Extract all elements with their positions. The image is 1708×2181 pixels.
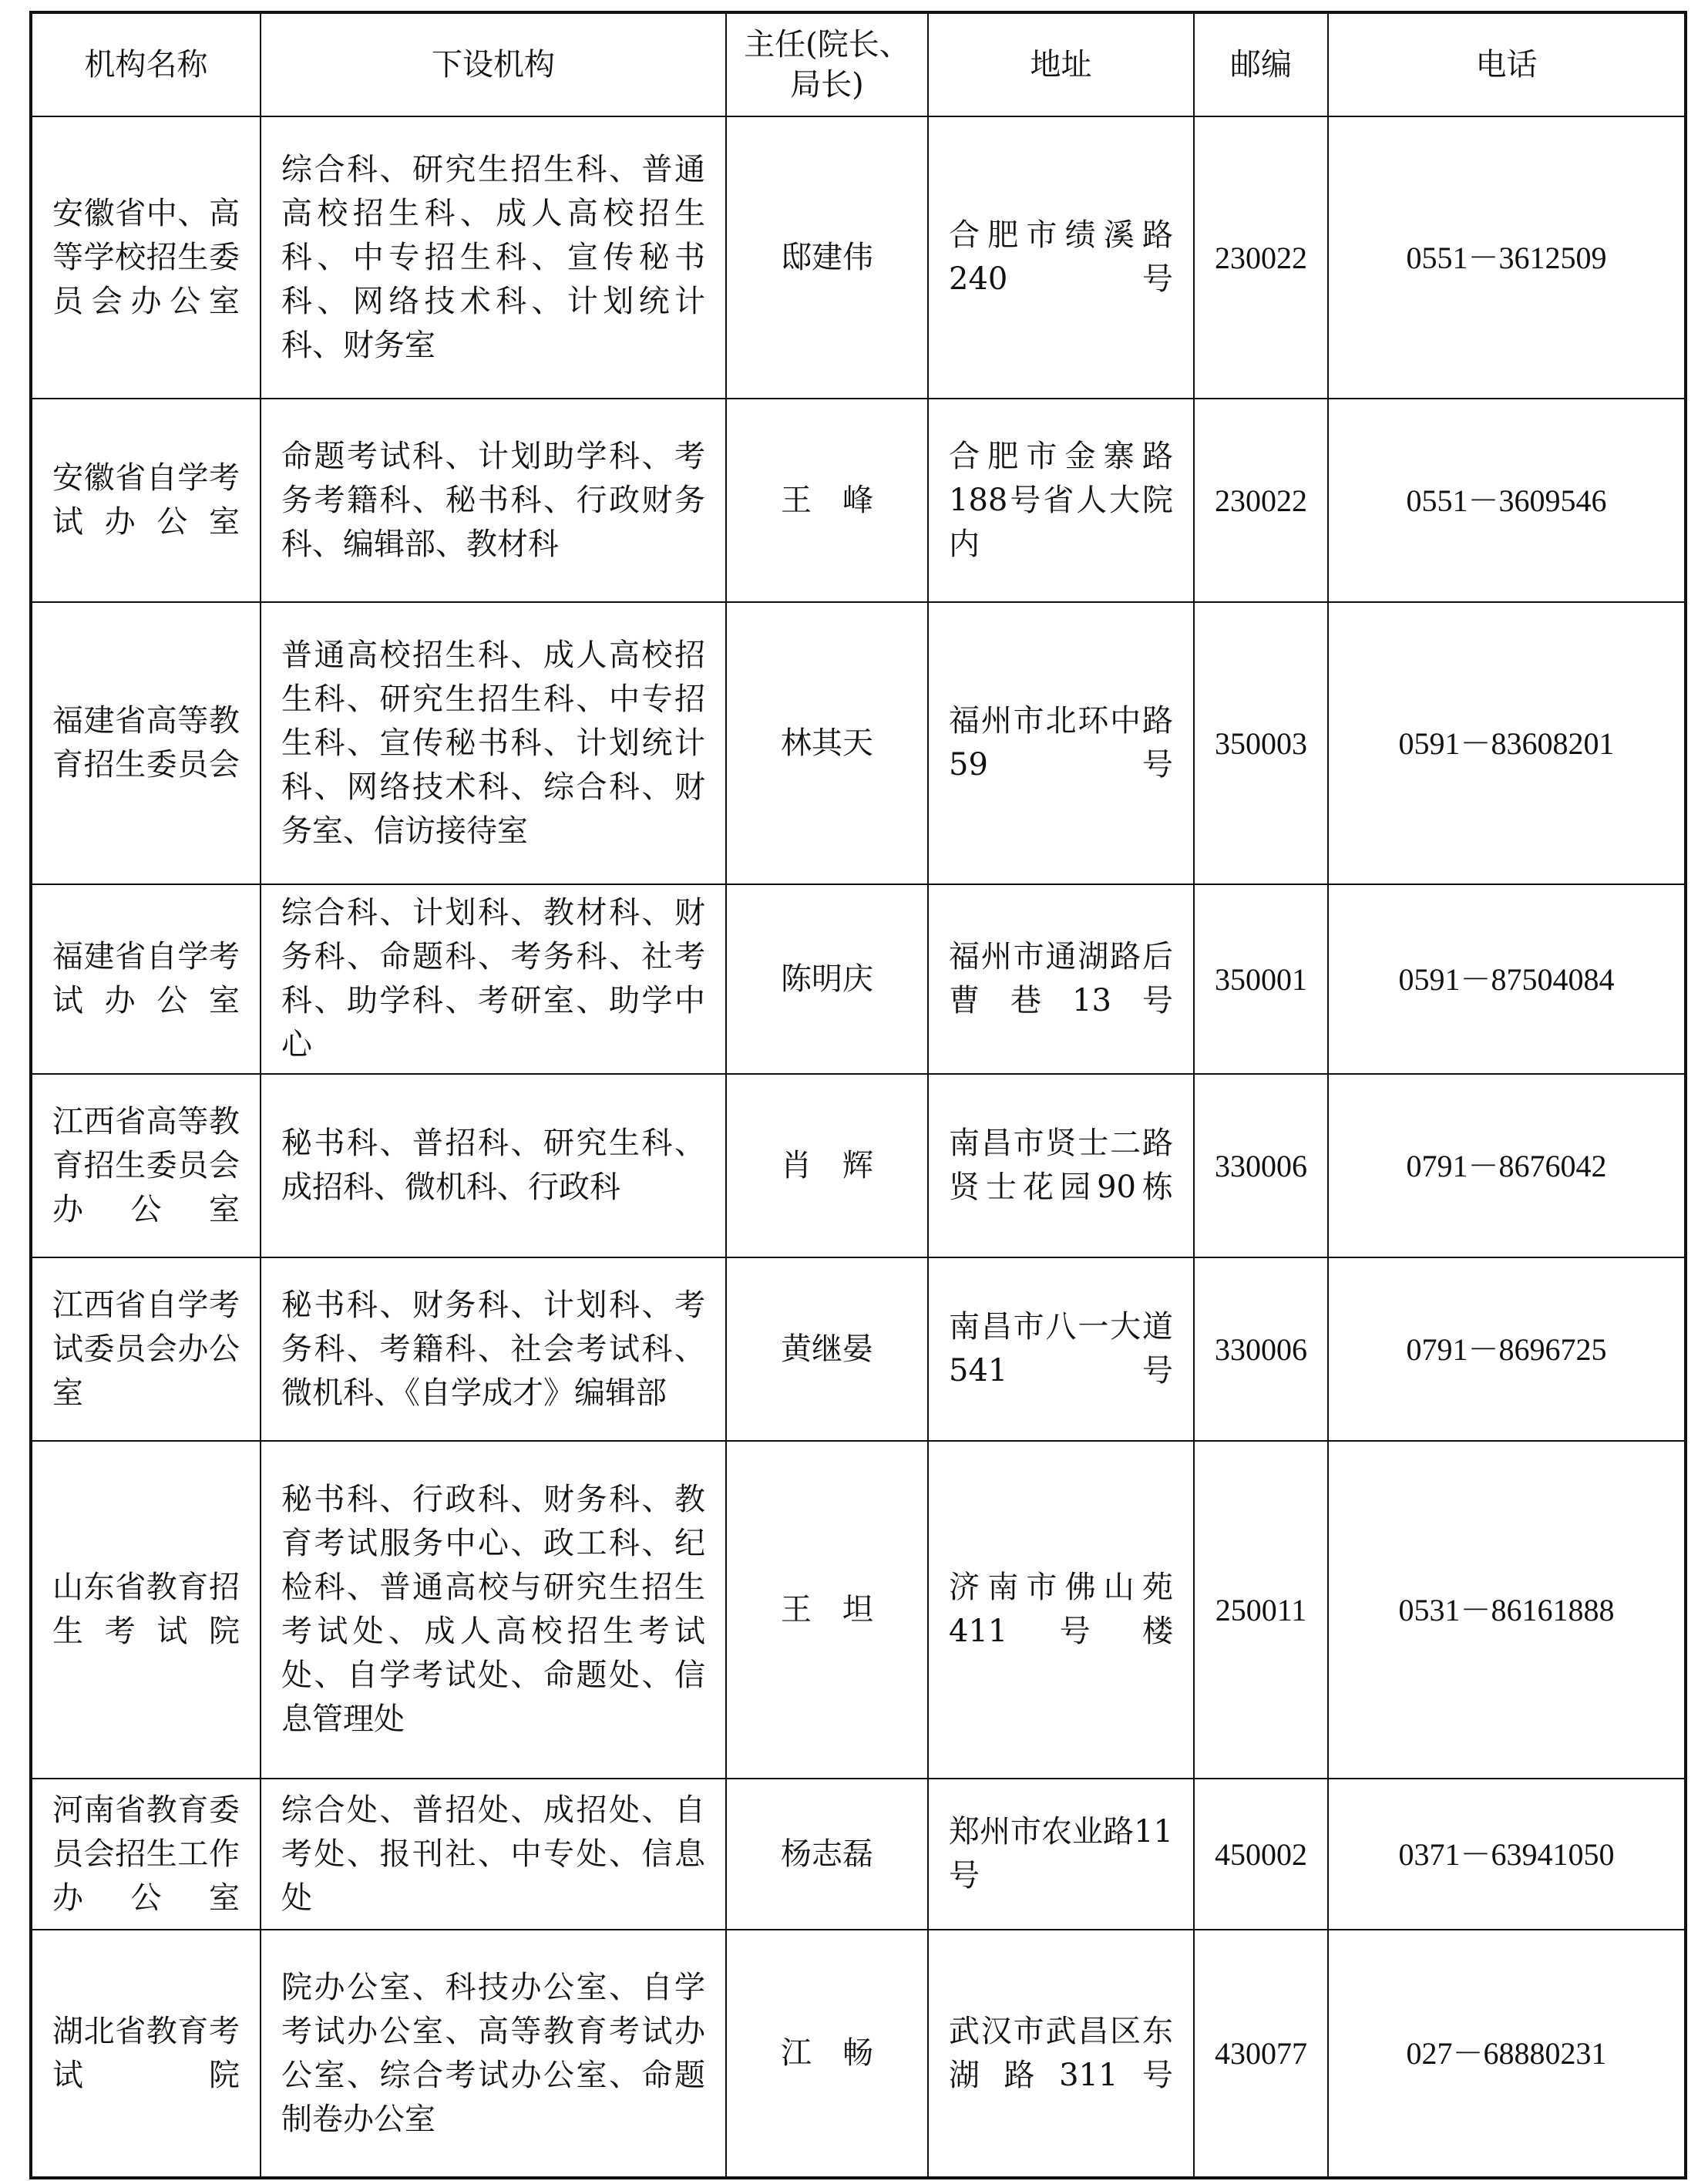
- cell-phone: 0591－87504084: [1328, 884, 1686, 1074]
- header-departments: 下设机构: [261, 12, 726, 116]
- cell-director: 黄继晏: [726, 1257, 928, 1441]
- cell-address: 合肥市绩溪路240号: [928, 116, 1194, 399]
- table-row: [31, 1930, 1686, 2178]
- cell-address: 郑州市农业路11号: [928, 1779, 1194, 1930]
- cell-address: 合肥市金寨路188号省人大院内: [928, 399, 1194, 602]
- table-row: [31, 1441, 1686, 1779]
- cell-postcode: 330006: [1194, 1074, 1328, 1257]
- cell-name: 安徽省中、高等学校招生委员会办公室: [31, 116, 261, 399]
- table-row: [31, 1257, 1686, 1441]
- cell-address: 南昌市八一大道541号: [928, 1257, 1194, 1441]
- cell-departments: 命题考试科、计划助学科、考务考籍科、秘书科、行政财务科、编辑部、教材科: [261, 399, 726, 602]
- cell-departments: 综合科、研究生招生科、普通高校招生科、成人高校招生科、中专招生科、宣传秘书科、网络技术科、计划统计科、财务室: [261, 116, 726, 399]
- cell-name: 福建省高等教育招生委员会: [31, 602, 261, 884]
- cell-name: 湖北省教育考试院: [31, 1930, 261, 2178]
- cell-name: 山东省教育招生考试院: [31, 1441, 261, 1779]
- cell-name: 安徽省自学考试办公室: [31, 399, 261, 602]
- cell-postcode: 230022: [1194, 399, 1328, 602]
- cell-postcode: 330006: [1194, 1257, 1328, 1441]
- cell-phone: 0591－83608201: [1328, 602, 1686, 884]
- cell-postcode: 350001: [1194, 884, 1328, 1074]
- cell-name: 江西省自学考试委员会办公室: [31, 1257, 261, 1441]
- table-row: [31, 602, 1686, 884]
- header-phone: 电话: [1328, 12, 1686, 116]
- cell-departments: 秘书科、普招科、研究生科、成招科、微机科、行政科: [261, 1074, 726, 1257]
- cell-phone: 0531－86161888: [1328, 1441, 1686, 1779]
- cell-postcode: 230022: [1194, 116, 1328, 399]
- cell-address: 南昌市贤士二路贤士花园90栋: [928, 1074, 1194, 1257]
- cell-director: 邸建伟: [726, 116, 928, 399]
- cell-director: 王 坦: [726, 1441, 928, 1779]
- cell-phone: 0371－63941050: [1328, 1779, 1686, 1930]
- table-row: [31, 884, 1686, 1074]
- cell-postcode: 250011: [1194, 1441, 1328, 1779]
- cell-address: 济南市佛山苑411号楼: [928, 1441, 1194, 1779]
- cell-departments: 综合科、计划科、教材科、财务科、命题科、考务科、社考科、助学科、考研室、助学中心: [261, 884, 726, 1074]
- header-name: 机构名称: [31, 12, 261, 116]
- cell-departments: 院办公室、科技办公室、自学考试办公室、高等教育考试办公室、综合考试办公室、命题制卷办公室: [261, 1930, 726, 2178]
- cell-director: 陈明庆: [726, 884, 928, 1074]
- header-director: 主任(院长、局长): [726, 12, 928, 116]
- cell-address: 福州市北环中路59号: [928, 602, 1194, 884]
- cell-director: 江 畅: [726, 1930, 928, 2178]
- cell-departments: 普通高校招生科、成人高校招生科、研究生招生科、中专招生科、宣传秘书科、计划统计科、网络技术科、综合科、财务室、信访接待室: [261, 602, 726, 884]
- header-address: 地址: [928, 12, 1194, 116]
- cell-director: 肖 辉: [726, 1074, 928, 1257]
- cell-address: 福州市通湖路后曹巷13号: [928, 884, 1194, 1074]
- cell-address: 武汉市武昌区东湖路311号: [928, 1930, 1194, 2178]
- cell-phone: 0791－8676042: [1328, 1074, 1686, 1257]
- cell-director: 林其天: [726, 602, 928, 884]
- cell-postcode: 430077: [1194, 1930, 1328, 2178]
- table-header-row: [31, 12, 1686, 116]
- cell-phone: 0791－8696725: [1328, 1257, 1686, 1441]
- cell-phone: 027－68880231: [1328, 1930, 1686, 2178]
- cell-phone: 0551－3612509: [1328, 116, 1686, 399]
- cell-director: 王 峰: [726, 399, 928, 602]
- table-row: [31, 116, 1686, 399]
- cell-departments: 秘书科、财务科、计划科、考务科、考籍科、社会考试科、微机科、《自学成才》编辑部: [261, 1257, 726, 1441]
- cell-postcode: 350003: [1194, 602, 1328, 884]
- cell-departments: 综合处、普招处、成招处、自考处、报刊社、中专处、信息处: [261, 1779, 726, 1930]
- cell-director: 杨志磊: [726, 1779, 928, 1930]
- cell-name: 江西省高等教育招生委员会办公室: [31, 1074, 261, 1257]
- header-postcode: 邮编: [1194, 12, 1328, 116]
- cell-name: 河南省教育委员会招生工作办公室: [31, 1779, 261, 1930]
- cell-departments: 秘书科、行政科、财务科、教育考试服务中心、政工科、纪检科、普通高校与研究生招生考试处、成人高校招生考试处、自学考试处、命题处、信息管理处: [261, 1441, 726, 1779]
- institution-table: [29, 11, 1687, 2179]
- cell-phone: 0551－3609546: [1328, 399, 1686, 602]
- table-row: [31, 1074, 1686, 1257]
- cell-name: 福建省自学考试办公室: [31, 884, 261, 1074]
- cell-postcode: 450002: [1194, 1779, 1328, 1930]
- table-row: [31, 1779, 1686, 1930]
- table-row: [31, 399, 1686, 602]
